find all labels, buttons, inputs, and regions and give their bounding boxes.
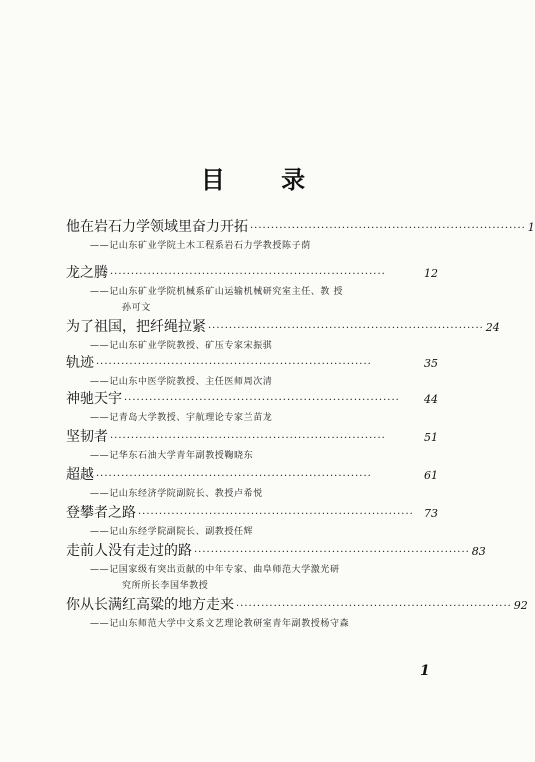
entry-subtitle-continued: 孙可文 (122, 303, 151, 313)
entry-subtitle: ——记山东中医学院教授、主任医师周次清 (90, 377, 273, 387)
entry-page: 51 (424, 431, 438, 444)
toc-entry (66, 428, 438, 464)
dot-leader: ·································································· (250, 223, 526, 234)
entry-page: 73 (424, 507, 438, 520)
page-title: 目 录 (200, 165, 330, 194)
entry-page: 44 (424, 393, 438, 406)
toc-entry (66, 504, 438, 540)
entry-subtitle: ——记山东矿业学院土木工程系岩石力学教授陈子荫 (90, 241, 311, 251)
toc-entry (66, 390, 438, 426)
entry-subtitle: ——记华东石油大学青年副教授鞠晓东 (90, 451, 254, 461)
entry-title: 龙之腾 (66, 265, 108, 281)
dot-leader: ·································································· (96, 471, 372, 482)
toc-entry (66, 318, 500, 354)
dot-leader: ·································································· (124, 395, 400, 406)
dot-leader: ·································································· (194, 547, 470, 558)
toc-entry (66, 354, 438, 390)
entry-subtitle: ——记山东经济学院副院长、教授卢希悦 (90, 489, 263, 499)
dot-leader: ·································································· (110, 269, 386, 280)
entry-title: 神驰天宇 (66, 391, 122, 407)
entry-subtitle: ——记国家级有突出贡献的中年专家、曲阜师范大学激光研 (90, 565, 340, 575)
entry-subtitle: ——记山东经学院副院长、副教授任辉 (90, 527, 254, 537)
entry-title: 轨迹 (66, 355, 94, 371)
toc-entry (66, 466, 438, 502)
entry-page: 35 (424, 357, 438, 370)
dot-leader: ·································································· (110, 433, 386, 444)
entry-page: 83 (471, 545, 486, 558)
entry-subtitle: ——记山东矿业学院教授、矿压专家宋振骐 (90, 341, 273, 351)
entry-subtitle-continued: 究所所长李国华教授 (122, 581, 209, 591)
entry-subtitle: ——记山东矿业学院机械系矿山运输机械研究室主任、教 授 (90, 287, 344, 297)
dot-leader: ·································································· (138, 509, 414, 520)
entry-page: 12 (424, 267, 438, 280)
toc-entry (66, 596, 528, 632)
entry-title: 坚韧者 (66, 429, 108, 445)
entry-title: 他在岩石力学领域里奋力开拓 (66, 219, 248, 235)
entry-page: 1 (527, 221, 535, 234)
entry-subtitle: ——记青岛大学教授、宇航理论专家兰苗龙 (90, 413, 273, 423)
entry-page: 24 (485, 321, 500, 334)
entry-title: 为了祖国，把纤绳拉紧 (66, 319, 206, 335)
entry-subtitle: ——记山东师范大学中文系文艺理论教研室青年副教授杨守森 (90, 619, 350, 629)
entry-title: 走前人没有走过的路 (66, 543, 192, 559)
dot-leader: ·································································· (236, 601, 512, 612)
dot-leader: ·································································· (96, 359, 372, 370)
entry-page: 61 (424, 469, 438, 482)
dot-leader: ·································································· (208, 323, 484, 334)
entry-title: 你从长满红高粱的地方走来 (66, 597, 234, 613)
page-number: 1 (420, 663, 430, 679)
toc-entry (66, 218, 535, 254)
toc-entry (66, 542, 486, 594)
toc-entry (66, 264, 438, 316)
entry-title: 超越 (66, 467, 94, 483)
entry-page: 92 (513, 599, 528, 612)
entry-title: 登攀者之路 (66, 505, 136, 521)
